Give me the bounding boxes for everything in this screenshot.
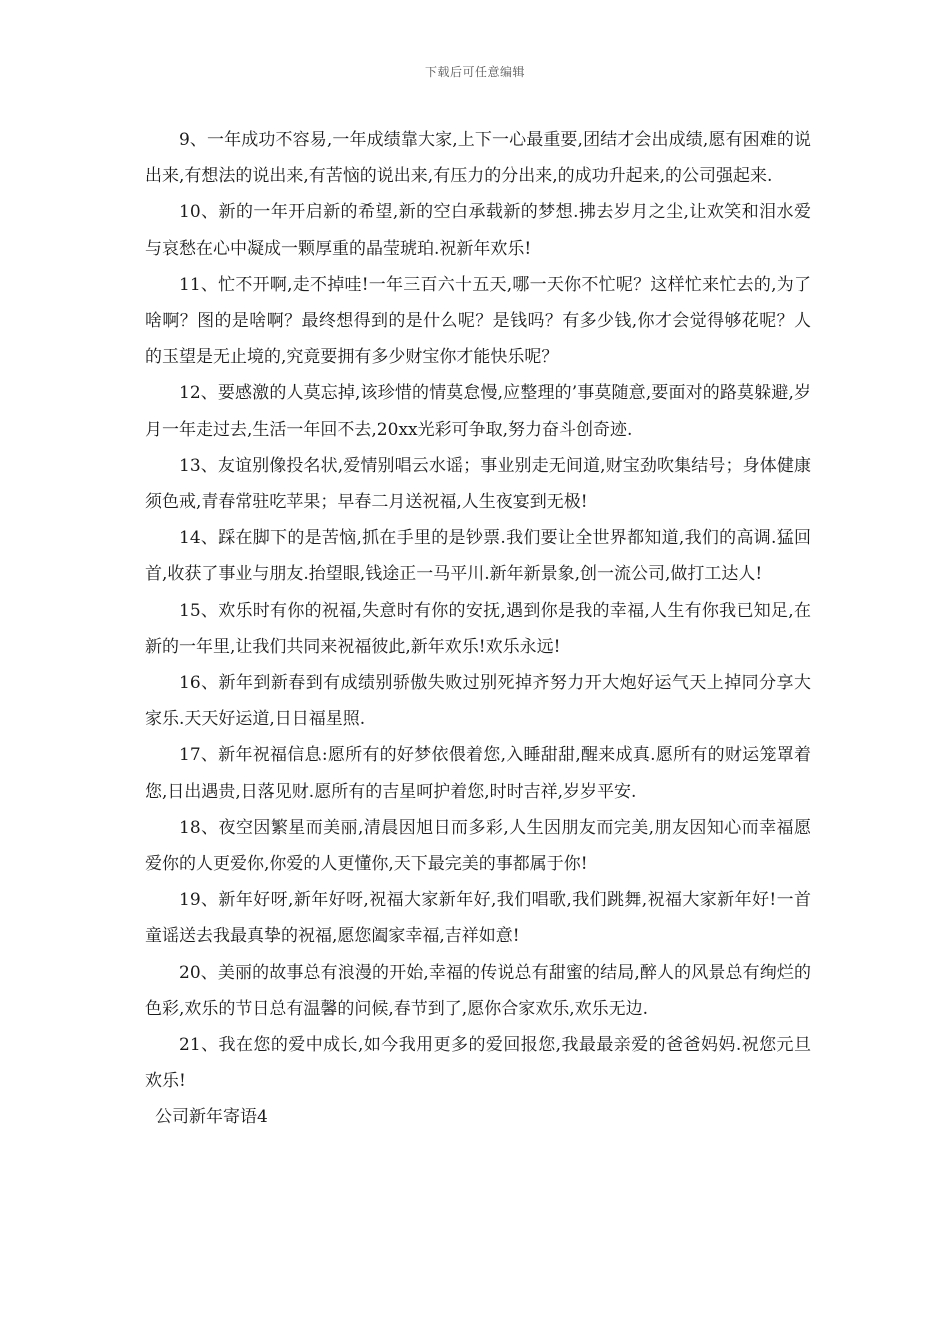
paragraph-10: 10、新的一年开启新的希望,新的空白承载新的梦想.拂去岁月之尘,让欢笑和泪水爱与哀愁在心中凝成一颗厚重的晶莹琥珀.祝新年欢乐! bbox=[145, 202, 811, 259]
paragraph-12: 12、要感激的人莫忘掉,该珍惜的情莫怠慢,应整理的’事莫随意,要面对的路莫躲避,岁月一年走过去,生活一年回不去,20xx光彩可争取,努力奋斗创奇迹. bbox=[145, 383, 811, 440]
paragraph-21: 21、我在您的爱中成长,如今我用更多的爱回报您,我最最亲爱的爸爸妈妈.祝您元旦欢乐! bbox=[145, 1035, 811, 1092]
paragraph-16: 16、新年到新春到有成绩别骄傲失败过别死掉齐努力开大炮好运气天上掉同分享大家乐.天天好运道,日日福星照. bbox=[145, 673, 811, 730]
page-header-note: 下载后可任意编辑 bbox=[424, 65, 525, 79]
paragraph-13: 13、友谊别像投名状,爱情别唱云水谣；事业别走无间道,财宝劲吹集结号；身体健康须色戒,青春常驻吃苹果；早春二月送祝福,人生夜宴到无极! bbox=[145, 455, 811, 513]
paragraph-20: 20、美丽的故事总有浪漫的开始,幸福的传说总有甜蜜的结局,醉人的风景总有绚烂的色彩,欢乐的节日总有温馨的问候,春节到了,愿你合家欢乐,欢乐无边. bbox=[145, 962, 811, 1019]
paragraph-9: 9、一年成功不容易,一年成绩靠大家,上下一心最重要,团结才会出成绩,愿有困难的说出来,有想法的说出来,有苦恼的说出来,有压力的分出来,的成功升起来,的公司强起来. bbox=[145, 130, 811, 187]
paragraph-19: 19、新年好呀,新年好呀,祝福大家新年好,我们唱歌,我们跳舞,祝福大家新年好!一首童谣送去我最真挚的祝福,愿您阖家幸福,吉祥如意! bbox=[145, 890, 811, 947]
paragraph-14: 14、踩在脚下的是苦恼,抓在手里的是钞票.我们要让全世界都知道,我们的高调.猛回首,收获了事业与朋友.抬望眼,钱途正一马平川.新年新景象,创一流公司,做打工达人! bbox=[145, 528, 811, 585]
document-body bbox=[145, 122, 811, 1136]
section-heading: 公司新年寄语4 bbox=[155, 1107, 268, 1128]
paragraph-15: 15、欢乐时有你的祝福,失意时有你的安抚,遇到你是我的幸福,人生有你我已知足,在新的一年里,让我们共同来祝福彼此,新年欢乐!欢乐永远! bbox=[145, 600, 811, 657]
paragraph-18: 18、夜空因繁星而美丽,清晨因旭日而多彩,人生因朋友而完美,朋友因知心而幸福愿爱你的人更爱你,你爱的人更懂你,天下最完美的事都属于你! bbox=[145, 817, 811, 875]
paragraph-11: 11、忙不开啊,走不掉哇!一年三百六十五天,哪一天你不忙呢？这样忙来忙去的,为了啥啊？图的是啥啊？最终想得到的是什么呢？是钱吗？有多少钱,你才会觉得够花呢？人的玉望是无止境的,究竟要拥有多少财宝你才能快乐呢？ bbox=[145, 274, 811, 368]
paragraph-17: 17、新年祝福信息:愿所有的好梦依偎着您,入睡甜甜,醒来成真.愿所有的财运笼罩着您,日出遇贵,日落见财.愿所有的吉星呵护着您,时时吉祥,岁岁平安. bbox=[145, 745, 811, 802]
